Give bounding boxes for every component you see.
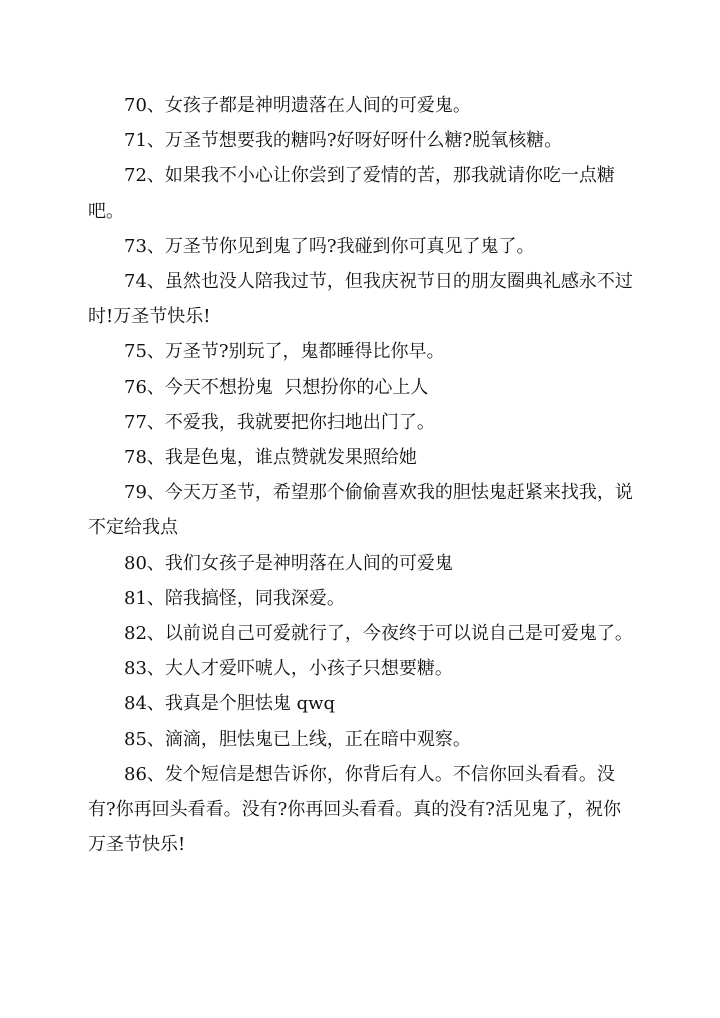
paragraph-77: 77、不爱我，我就要把你扫地出门了。: [124, 411, 435, 433]
paragraph-84: 84、我真是个胆怯鬼 qwq: [124, 693, 336, 715]
paragraph-86: 86、发个短信是想告诉你，你背后有人。不信你回头看看。没有?你再回头看看。没有?你再回头看看。真的没有?活见鬼了，祝你万圣节快乐!: [88, 763, 621, 856]
paragraph-78: 78、我是色鬼，谁点赞就发果照给她: [124, 447, 417, 469]
paragraph-81: 81、陪我搞怪，同我深爱。: [124, 587, 345, 609]
paragraph-80: 80、我们女孩子是神明落在人间的可爱鬼: [124, 552, 453, 574]
paragraph-73: 73、万圣节你见到鬼了吗?我碰到你可真见了鬼了。: [124, 235, 535, 257]
document-body: [88, 88, 638, 862]
paragraph-79: 79、今天万圣节，希望那个偷偷喜欢我的胆怯鬼赶紧来找我，说不定给我点: [88, 482, 633, 539]
paragraph-71: 71、万圣节想要我的糖吗?好呀好呀什么糖?脱氧核糖。: [124, 130, 563, 152]
paragraph-72: 72、如果我不小心让你尝到了爱情的苦，那我就请你吃一点糖吧。: [88, 165, 615, 222]
paragraph-74: 74、虽然也没人陪我过节，但我庆祝节日的朋友圈典礼感永不过时!万圣节快乐!: [88, 271, 633, 328]
paragraph-83: 83、大人才爱吓唬人，小孩子只想要糖。: [124, 658, 453, 680]
paragraph-82: 82、以前说自己可爱就行了，今夜终于可以说自己是可爱鬼了。: [124, 623, 633, 645]
paragraph-85: 85、滴滴，胆怯鬼已上线，正在暗中观察。: [124, 728, 471, 750]
paragraph-75: 75、万圣节?别玩了，鬼都睡得比你早。: [124, 341, 445, 363]
paragraph-70: 70、女孩子都是神明遗落在人间的可爱鬼。: [124, 95, 471, 116]
paragraph-76: 76、今天不想扮鬼 只想扮你的心上人: [124, 376, 429, 398]
